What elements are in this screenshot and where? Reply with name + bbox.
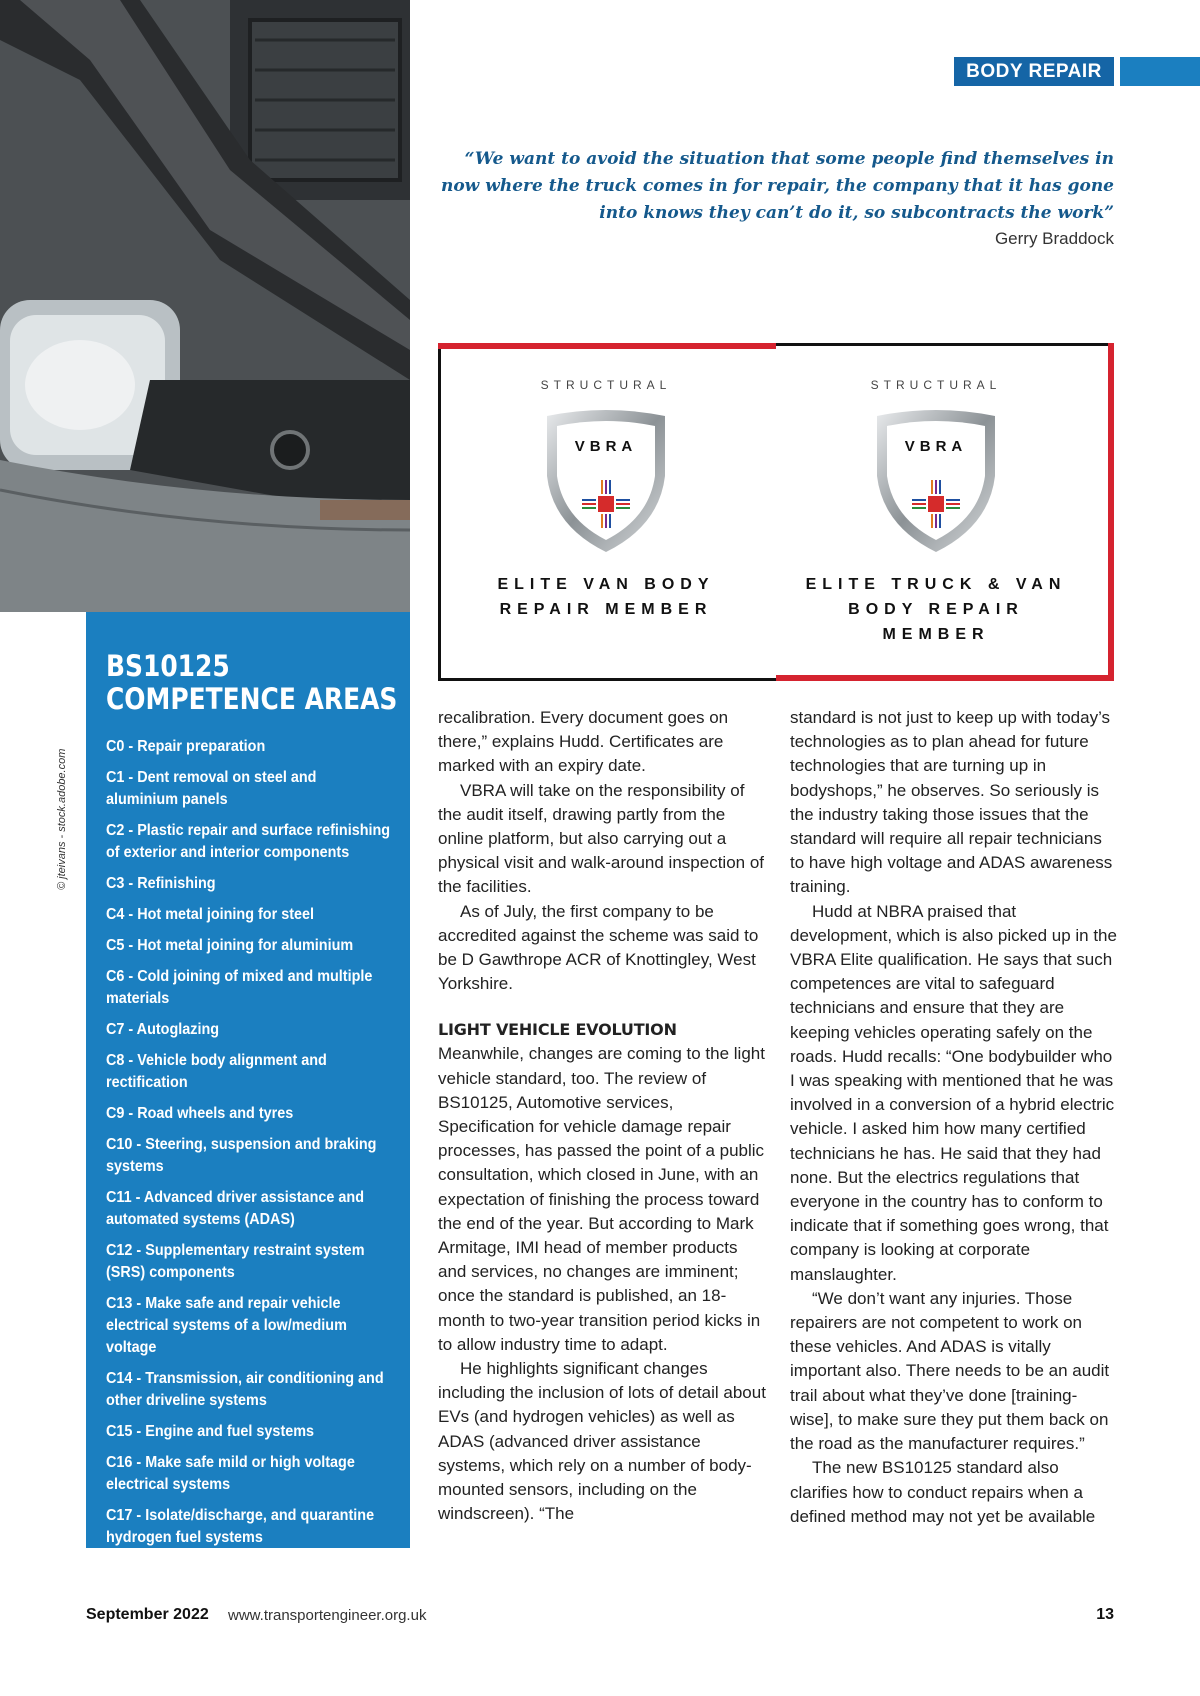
competence-item: C16 - Make safe mild or high voltage electrical systems [106, 1454, 355, 1493]
article-column-1 [438, 706, 768, 1527]
article-paragraph: “We don’t want any injuries. Those repairers are not competent to work on these vehicles. And ADAS is vitally important also. There needs to be an audit trail about what they’ve done [training-wise], to make sure they put them back on the road as the manufacturer requires.” [790, 1288, 1110, 1454]
article-paragraph: He highlights significant changes including the inclusion of lots of detail about EVs (and hydrogen vehicles) as well as ADAS (advanced driver assistance systems, which rely on a number of body-mounted sensors, including on the windscreen). “The [438, 1359, 766, 1524]
truck-damage-photo [0, 0, 410, 612]
competence-item: C5 - Hot metal joining for aluminium [106, 937, 354, 954]
footer-url[interactable]: www.transportengineer.org.uk [228, 1607, 427, 1624]
badge-line: REPAIR MEMBER [499, 601, 713, 618]
badge-van [441, 346, 771, 622]
competence-item: C6 - Cold joining of mixed and multiple materials [106, 968, 373, 1007]
competence-item: C7 - Autoglazing [106, 1021, 220, 1038]
competence-item: C17 - Isolate/discharge, and quarantine hydrogen fuel systems [106, 1507, 375, 1546]
section-tag-bar [1120, 57, 1200, 86]
competence-item: C15 - Engine and fuel systems [106, 1423, 315, 1440]
badge-top-label: STRUCTURAL [540, 378, 672, 392]
shield-text: VBRA [904, 438, 968, 455]
badge-line: ELITE TRUCK & VAN [805, 576, 1067, 593]
competence-item: C9 - Road wheels and tyres [106, 1105, 294, 1122]
competence-item: C12 - Supplementary restraint system (SRS) components [106, 1242, 365, 1281]
shield-icon [539, 406, 673, 556]
competence-item: C0 - Repair preparation [106, 738, 266, 755]
article-paragraph: VBRA will take on the responsibility of the audit itself, drawing partly from the online platform, but also carrying out a physical visit and walk-around inspection of the facilities. [438, 780, 765, 897]
vbra-badges-panel [438, 343, 1114, 681]
competence-item: C10 - Steering, suspension and braking systems [106, 1136, 377, 1175]
page-number: 13 [1096, 1606, 1114, 1623]
competence-item: C1 - Dent removal on steel and aluminium panels [106, 769, 317, 808]
badge-line: BODY REPAIR [848, 601, 1024, 618]
badge-line: MEMBER [882, 626, 990, 643]
competence-areas-sidebar [86, 612, 410, 1548]
article-column-2 [790, 706, 1120, 1529]
competence-item: C11 - Advanced driver assistance and automated systems (ADAS) [106, 1189, 364, 1228]
article-paragraph: recalibration. Every document goes on there,” explains Hudd. Certificates are marked with an expiry date. [438, 708, 729, 776]
badge-line: ELITE VAN BODY [497, 576, 715, 593]
pull-quote: “We want to avoid the situation that some people find themselves in now where the truck comes in for repair, the company that it has gone into knows they can’t do it, so subcontracts the work” [440, 149, 1114, 223]
shield-icon [869, 406, 1003, 556]
badge-border-accent [438, 343, 776, 349]
section-tag: BODY REPAIR [954, 57, 1114, 86]
article-paragraph: As of July, the first company to be accredited against the scheme was said to be D Gawthrope ACR of Knottingley, West Yorkshire. [438, 901, 759, 994]
badge-top-label: STRUCTURAL [870, 378, 1002, 392]
competence-item: C13 - Make safe and repair vehicle electrical systems of a low/medium voltage [106, 1295, 347, 1356]
article-paragraph: The new BS10125 standard also clarifies how to conduct repairs when a defined method may not yet be available [790, 1458, 1096, 1526]
footer-date: September 2022 [86, 1606, 209, 1623]
sidebar-title-line: BS10125 [106, 649, 230, 683]
photo-credit: © jteivans - stock.adobe.com [56, 748, 68, 890]
article-subhead: LIGHT VEHICLE EVOLUTION [438, 1020, 677, 1040]
sidebar-title-line: COMPETENCE AREAS [106, 682, 398, 716]
competence-item: C4 - Hot metal joining for steel [106, 906, 315, 923]
badge-truck-van [771, 346, 1101, 647]
article-paragraph: Meanwhile, changes are coming to the light vehicle standard, too. The review of BS10125, Automotive services, Specification for vehicle damage repair processes, has passed the point of a public consultation, which closed in June, with an expectation of finishing the process toward the end of the year. But according to Mark Armitage, IMI head of member products and services, no changes are imminent; once the standard is published, an 18-month to two-year transition period kicks in to allow industry time to adapt. [438, 1044, 765, 1354]
shield-text: VBRA [574, 438, 638, 455]
pull-quote-author: Gerry Braddock [994, 229, 1114, 248]
competence-item: C2 - Plastic repair and surface refinishing of exterior and interior components [106, 822, 391, 861]
competence-item: C3 - Refinishing [106, 875, 216, 892]
sidebar-title [106, 650, 416, 716]
competence-item: C14 - Transmission, air conditioning and other driveline systems [106, 1370, 384, 1409]
article-paragraph: Hudd at NBRA praised that development, which is also picked up in the VBRA Elite qualification. He says that such competences are vital to safeguard technicians and ensure that they are keeping vehicles operating safely on the roads. Hudd recalls: “One bodybuilder who I was speaking with mentioned that he was involved in a conversion of a hybrid electric vehicle. I asked him how many certified technicians he has. He said that they had none. But the electrics regulations that everyone in the country has to conform to indicate that if something goes wrong, that company is looking at corporate manslaughter. [790, 901, 1117, 1284]
badge-border-accent [776, 675, 1114, 681]
article-paragraph: standard is not just to keep up with today’s technologies as to plan ahead for future technologies that are turning up in bodyshops,” he observes. So seriously is the industry taking those issues that the standard will require all repair technicians to have high voltage and ADAS awareness training. [790, 708, 1113, 897]
competence-item: C8 - Vehicle body alignment and rectification [106, 1052, 327, 1091]
badge-border-accent [1108, 343, 1114, 681]
